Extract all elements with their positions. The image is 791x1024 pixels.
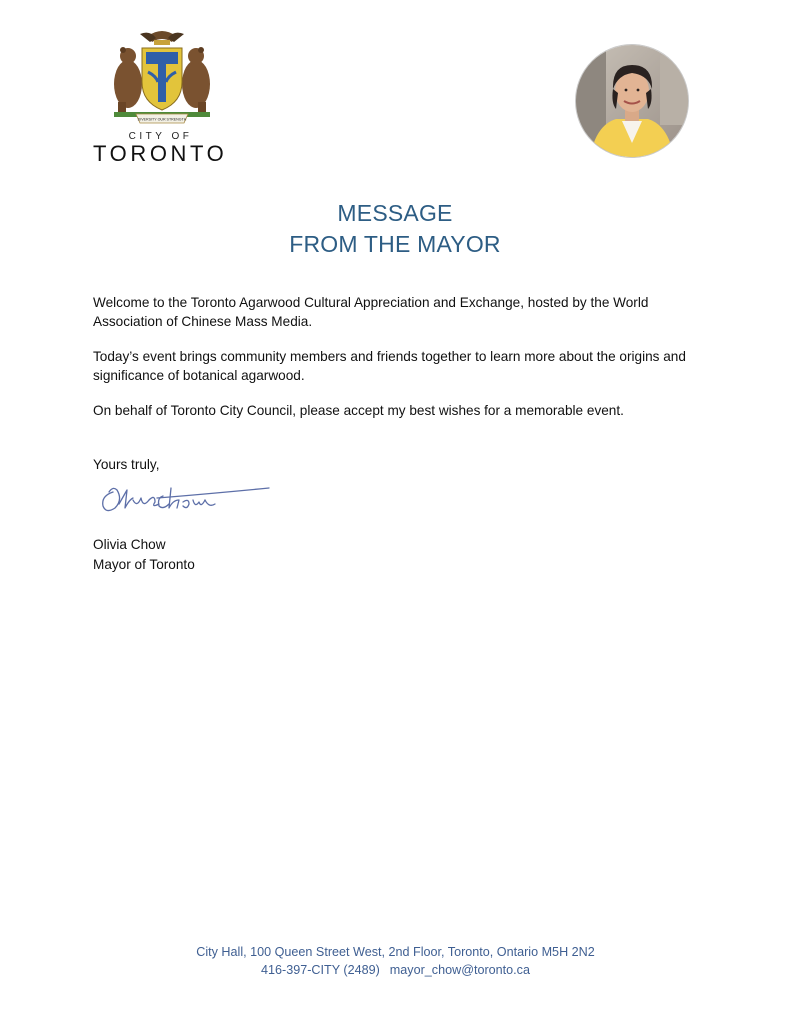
handwritten-signature [97,478,273,518]
footer-address: City Hall, 100 Queen Street West, 2nd Floor, Toronto, Ontario M5H 2N2 [196,945,595,959]
body-paragraph-2: Today’s event brings community members and friends together to learn more about the origins and significance of botanical agarwood. [93,349,686,383]
city-name-wordmark: TORONTO [93,141,228,166]
footer-email-link[interactable]: mayor_chow@toronto.ca [389,963,530,977]
footer-contact [100,963,691,977]
signatory-name: Olivia Chow [93,537,166,552]
closing-salutation: Yours truly, [93,457,160,472]
mayor-portrait-photo [575,44,689,158]
body-paragraph-3: On behalf of Toronto City Council, please accept my best wishes for a memorable event. [93,403,624,418]
toronto-crest-logo [106,26,218,126]
body-paragraph-1: Welcome to the Toronto Agarwood Cultural Appreciation and Exchange, hosted by the World Association of Chinese Mass Media. [93,295,649,329]
footer-phone: 416-397-CITY (2489) [261,963,380,977]
page-title-line1: MESSAGE [337,200,453,226]
signatory-title: Mayor of Toronto [93,557,195,572]
city-of-label: CITY OF [128,131,193,142]
crest-motto: DIVERSITY OUR STRENGTH [137,117,187,122]
page-title-line2: FROM THE MAYOR [289,231,501,257]
